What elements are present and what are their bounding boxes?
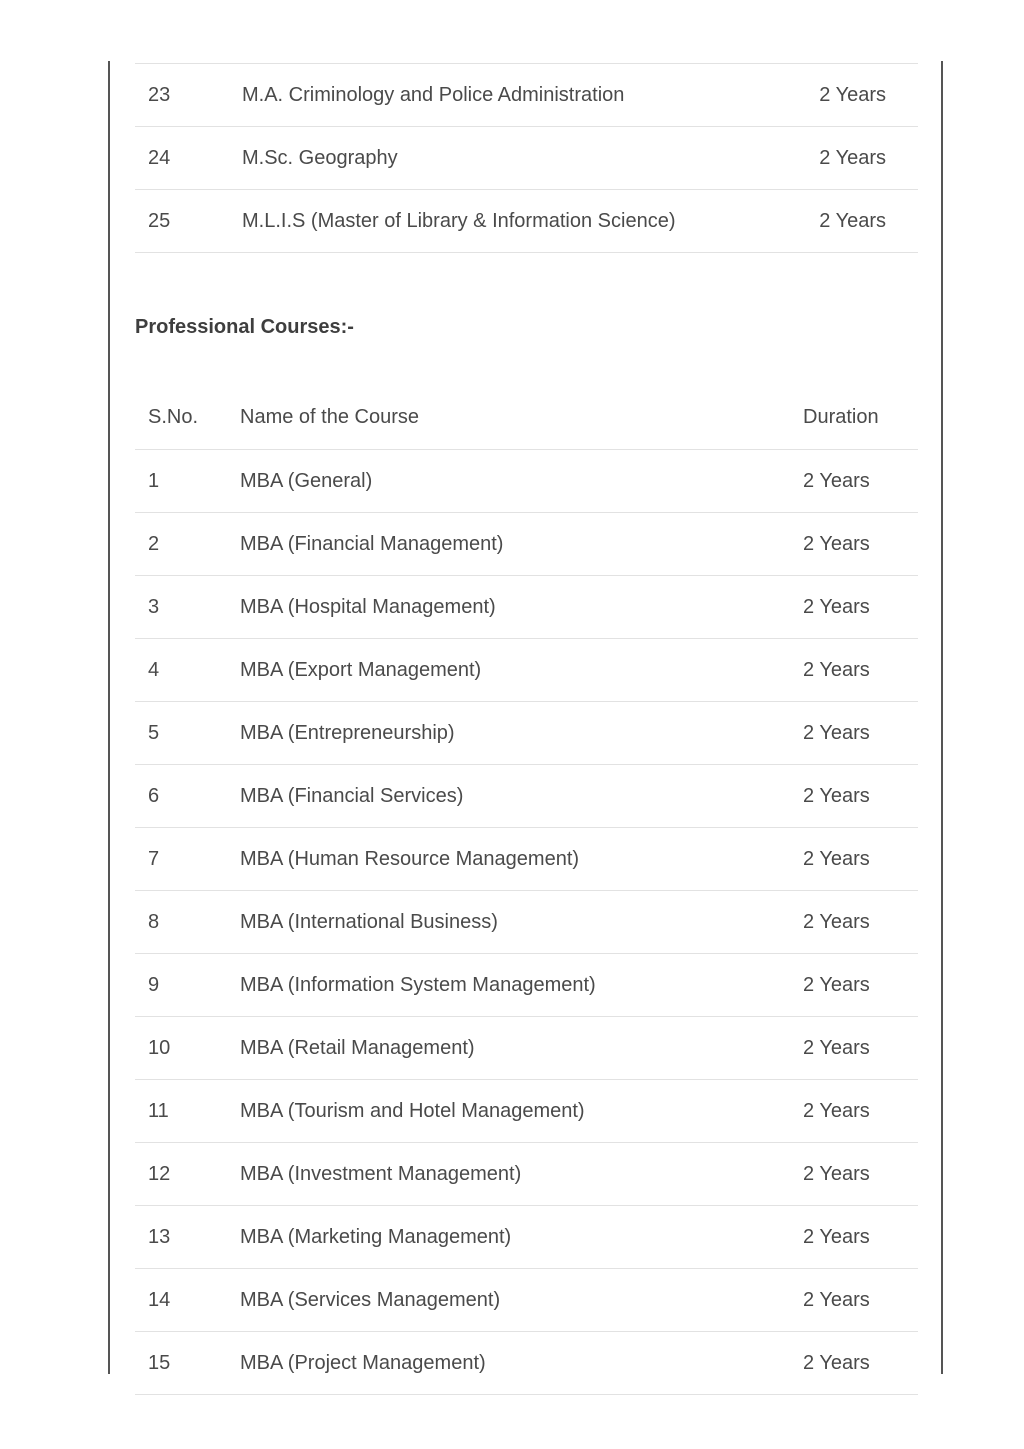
table-row — [135, 765, 918, 828]
course-name-cell: MBA (Services Management) — [240, 1269, 803, 1332]
course-name-cell: MBA (Marketing Management) — [240, 1206, 803, 1269]
sno-cell: 7 — [135, 828, 240, 891]
course-name-cell: MBA (Financial Services) — [240, 765, 803, 828]
duration-cell: 2 Years — [803, 576, 918, 639]
sno-cell: 4 — [135, 639, 240, 702]
duration-cell: 2 Years — [803, 639, 918, 702]
table-header-row — [135, 385, 918, 450]
duration-cell: 2 Years — [803, 1080, 918, 1143]
table-row — [135, 450, 918, 513]
sno-cell: 12 — [135, 1143, 240, 1206]
course-name-cell: MBA (Export Management) — [240, 639, 803, 702]
sno-cell: 9 — [135, 954, 240, 1017]
table-row — [135, 1332, 918, 1395]
table-row — [135, 576, 918, 639]
courses-table-continued — [135, 63, 918, 253]
sno-cell: 8 — [135, 891, 240, 954]
duration-cell: 2 Years — [803, 450, 918, 513]
table-row — [135, 513, 918, 576]
duration-cell: 2 Years — [803, 954, 918, 1017]
course-name-cell: M.Sc. Geography — [242, 127, 756, 190]
table-row — [135, 1017, 918, 1080]
table-row — [135, 702, 918, 765]
sno-header: S.No. — [135, 385, 240, 450]
course-name-cell: MBA (Financial Management) — [240, 513, 803, 576]
duration-header: Duration — [803, 385, 918, 450]
duration-cell: 2 Years — [803, 702, 918, 765]
course-name-cell: M.L.I.S (Master of Library & Information Science) — [242, 190, 756, 253]
duration-cell: 2 Years — [803, 1269, 918, 1332]
table-row — [135, 1080, 918, 1143]
duration-cell: 2 Years — [803, 1332, 918, 1395]
table-row — [135, 828, 918, 891]
course-name-cell: MBA (General) — [240, 450, 803, 513]
duration-cell: 2 Years — [803, 765, 918, 828]
sno-cell: 10 — [135, 1017, 240, 1080]
duration-cell: 2 Years — [756, 64, 918, 127]
course-name-cell: MBA (International Business) — [240, 891, 803, 954]
duration-cell: 2 Years — [803, 1017, 918, 1080]
table-row — [135, 1143, 918, 1206]
course-name-cell: MBA (Information System Management) — [240, 954, 803, 1017]
sno-cell: 24 — [135, 127, 242, 190]
duration-cell: 2 Years — [803, 1143, 918, 1206]
course-name-cell: MBA (Investment Management) — [240, 1143, 803, 1206]
course-name-cell: MBA (Entrepreneurship) — [240, 702, 803, 765]
course-name-cell: MBA (Retail Management) — [240, 1017, 803, 1080]
professional-courses-table — [135, 385, 918, 1395]
table-row — [135, 1206, 918, 1269]
sno-cell: 2 — [135, 513, 240, 576]
course-name-cell: MBA (Tourism and Hotel Management) — [240, 1080, 803, 1143]
table-row — [135, 639, 918, 702]
main-content — [135, 63, 918, 1395]
course-name-cell: MBA (Human Resource Management) — [240, 828, 803, 891]
professional-courses-heading: Professional Courses:- — [135, 316, 354, 338]
sno-cell: 3 — [135, 576, 240, 639]
sno-cell: 5 — [135, 702, 240, 765]
course-name-cell: M.A. Criminology and Police Administration — [242, 64, 756, 127]
sno-cell: 13 — [135, 1206, 240, 1269]
sno-cell: 15 — [135, 1332, 240, 1395]
table-row — [135, 954, 918, 1017]
table-row — [135, 127, 918, 190]
duration-cell: 2 Years — [803, 891, 918, 954]
duration-cell: 2 Years — [756, 190, 918, 253]
duration-cell: 2 Years — [803, 828, 918, 891]
sno-cell: 23 — [135, 64, 242, 127]
table-row — [135, 64, 918, 127]
table-row — [135, 891, 918, 954]
duration-cell: 2 Years — [756, 127, 918, 190]
duration-cell: 2 Years — [803, 1206, 918, 1269]
sno-cell: 1 — [135, 450, 240, 513]
course-name-header: Name of the Course — [240, 385, 803, 450]
sno-cell: 6 — [135, 765, 240, 828]
sno-cell: 11 — [135, 1080, 240, 1143]
sno-cell: 14 — [135, 1269, 240, 1332]
course-name-cell: MBA (Project Management) — [240, 1332, 803, 1395]
table-row — [135, 190, 918, 253]
sno-cell: 25 — [135, 190, 242, 253]
duration-cell: 2 Years — [803, 513, 918, 576]
course-name-cell: MBA (Hospital Management) — [240, 576, 803, 639]
table-row — [135, 1269, 918, 1332]
